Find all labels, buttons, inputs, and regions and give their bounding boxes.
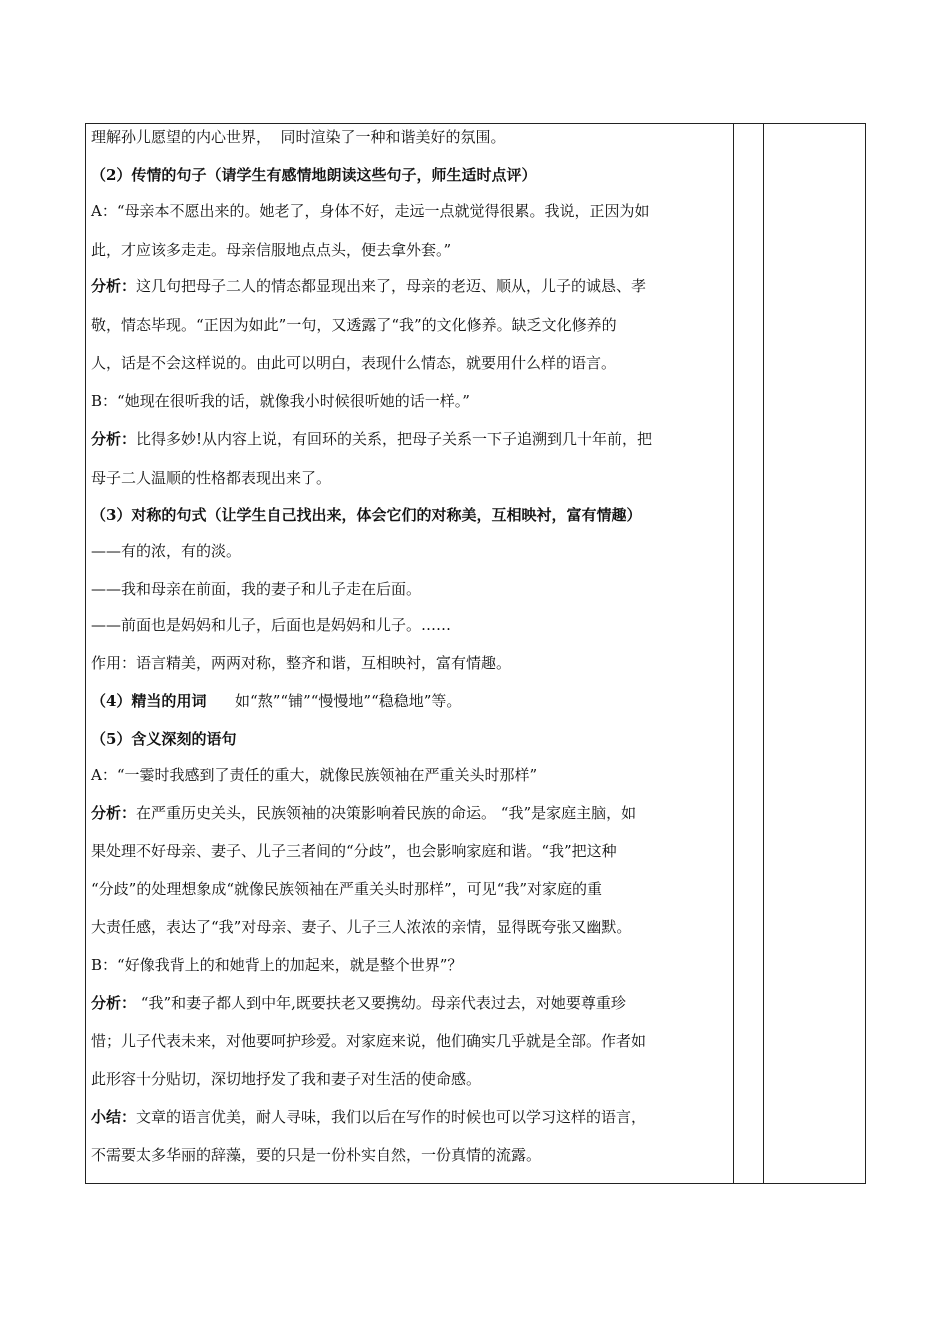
text-line bbox=[91, 918, 631, 936]
text-line bbox=[91, 277, 646, 295]
text-line bbox=[91, 316, 617, 334]
text-segment: B：“她现在很听我的话，就像我小时候很听她的话一样。” bbox=[91, 392, 470, 410]
text-line bbox=[91, 804, 636, 822]
text-line bbox=[91, 956, 462, 974]
text-segment: 不需要太多华丽的辞藻，要的只是一份朴实自然，一份真情的流露。 bbox=[91, 1146, 542, 1164]
text-segment: 作用：语言精美，两两对称，整齐和谐，互相映衬，富有情趣。 bbox=[91, 654, 512, 672]
text-line bbox=[91, 766, 537, 784]
text-segment: 这几句把母子二人的情态都显现出来了，母亲的老迈、顺从，儿子的诚恳、孝 bbox=[136, 277, 647, 295]
lesson-table bbox=[85, 123, 866, 1184]
text-line bbox=[91, 469, 331, 487]
text-segment: A：“母亲本不愿出来的。她老了，身体不好，走远一点就觉得很累。我说，正因为如 bbox=[91, 202, 650, 220]
text-line bbox=[91, 654, 511, 672]
column-divider bbox=[733, 124, 734, 1183]
text-segment: 在严重历史关头，民族领袖的决策影响着民族的命运。 “我”是家庭主脑，如 bbox=[136, 804, 637, 822]
bold-text-segment: 分析： bbox=[91, 994, 137, 1012]
bold-text-segment: （3）对称的句式（让学生自己找出来，体会它们的对称美，互相映衬，富有情趣） bbox=[91, 506, 642, 524]
text-line bbox=[91, 202, 650, 220]
text-line bbox=[91, 994, 626, 1012]
column-divider bbox=[763, 124, 764, 1183]
text-line bbox=[91, 506, 641, 524]
text-segment: 母子二人温顺的性格都表现出来了。 bbox=[91, 469, 332, 487]
bold-text-segment: （2）传情的句子（请学生有感情地朗读这些句子，师生适时点评） bbox=[91, 166, 537, 184]
text-segment: ——前面也是妈妈和儿子，后面也是妈妈和儿子。…… bbox=[91, 616, 452, 634]
text-segment: B：“好像我背上的和她背上的加起来，就是整个世界”？ bbox=[91, 956, 463, 974]
bold-text-segment: 分析： bbox=[91, 804, 137, 822]
text-line bbox=[91, 842, 617, 860]
text-line bbox=[91, 616, 451, 634]
text-segment: ——我和母亲在前面，我的妻子和儿子走在后面。 bbox=[91, 580, 422, 598]
text-segment: 惜；儿子代表未来，对他要呵护珍爱。对家庭来说，他们确实几乎就是全部。作者如 bbox=[91, 1032, 647, 1050]
text-line bbox=[91, 1032, 646, 1050]
text-segment: 大责任感，表达了“我”对母亲、妻子、儿子三人浓浓的亲情，显得既夸张又幽默。 bbox=[91, 918, 632, 936]
bold-text-segment: 小结： bbox=[91, 1108, 137, 1126]
text-segment: “我”和妻子都人到中年,既要扶老又要携幼。母亲代表过去，对她要尊重珍 bbox=[136, 994, 626, 1012]
text-segment: 此形容十分贴切，深切地抒发了我和妻子对生活的使命感。 bbox=[91, 1070, 482, 1088]
text-segment: 比得多妙!从内容上说，有回环的关系，把母子关系一下子追溯到几十年前，把 bbox=[136, 430, 653, 448]
text-line bbox=[91, 1070, 481, 1088]
text-line bbox=[91, 1108, 646, 1126]
text-segment: 理解孙儿愿望的内心世界， 同时渲染了一种和谐美好的氛围。 bbox=[91, 128, 506, 146]
text-segment: ——有的浓，有的淡。 bbox=[91, 542, 242, 560]
text-segment: 如“熬”“铺”“慢慢地”“稳稳地”等。 bbox=[206, 692, 462, 710]
text-line bbox=[91, 354, 616, 372]
text-line bbox=[91, 580, 421, 598]
text-line bbox=[91, 241, 451, 259]
text-segment: 此，才应该多走走。母亲信服地点点头，便去拿外套。” bbox=[91, 241, 452, 259]
bold-text-segment: 分析： bbox=[91, 430, 137, 448]
text-segment: A：“一霎时我感到了责任的重大，就像民族领袖在严重关头时那样” bbox=[91, 766, 538, 784]
text-segment: 果处理不好母亲、妻子、儿子三者间的“分歧”，也会影响家庭和谐。“我”把这种 bbox=[91, 842, 617, 860]
text-line bbox=[91, 166, 536, 184]
text-line bbox=[91, 542, 241, 560]
text-line bbox=[91, 880, 602, 898]
text-segment: 文章的语言优美，耐人寻味，我们以后在写作的时候也可以学习这样的语言， bbox=[136, 1108, 647, 1126]
text-segment: 敬，情态毕现。“正因为如此”一句，又透露了“我”的文化修养。缺乏文化修养的 bbox=[91, 316, 617, 334]
text-line bbox=[91, 692, 461, 710]
bold-text-segment: 分析： bbox=[91, 277, 137, 295]
text-line bbox=[91, 128, 506, 146]
text-segment: “分歧”的处理想象成“就像民族领袖在严重关头时那样”，可见“我”对家庭的重 bbox=[91, 880, 603, 898]
text-line bbox=[91, 730, 236, 748]
text-line bbox=[91, 392, 470, 410]
text-line bbox=[91, 1146, 541, 1164]
bold-text-segment: （4）精当的用词 bbox=[91, 692, 207, 710]
bold-text-segment: （5）含义深刻的语句 bbox=[91, 730, 237, 748]
text-segment: 人，话是不会这样说的。由此可以明白，表现什么情态，就要用什么样的语言。 bbox=[91, 354, 617, 372]
text-line bbox=[91, 430, 652, 448]
